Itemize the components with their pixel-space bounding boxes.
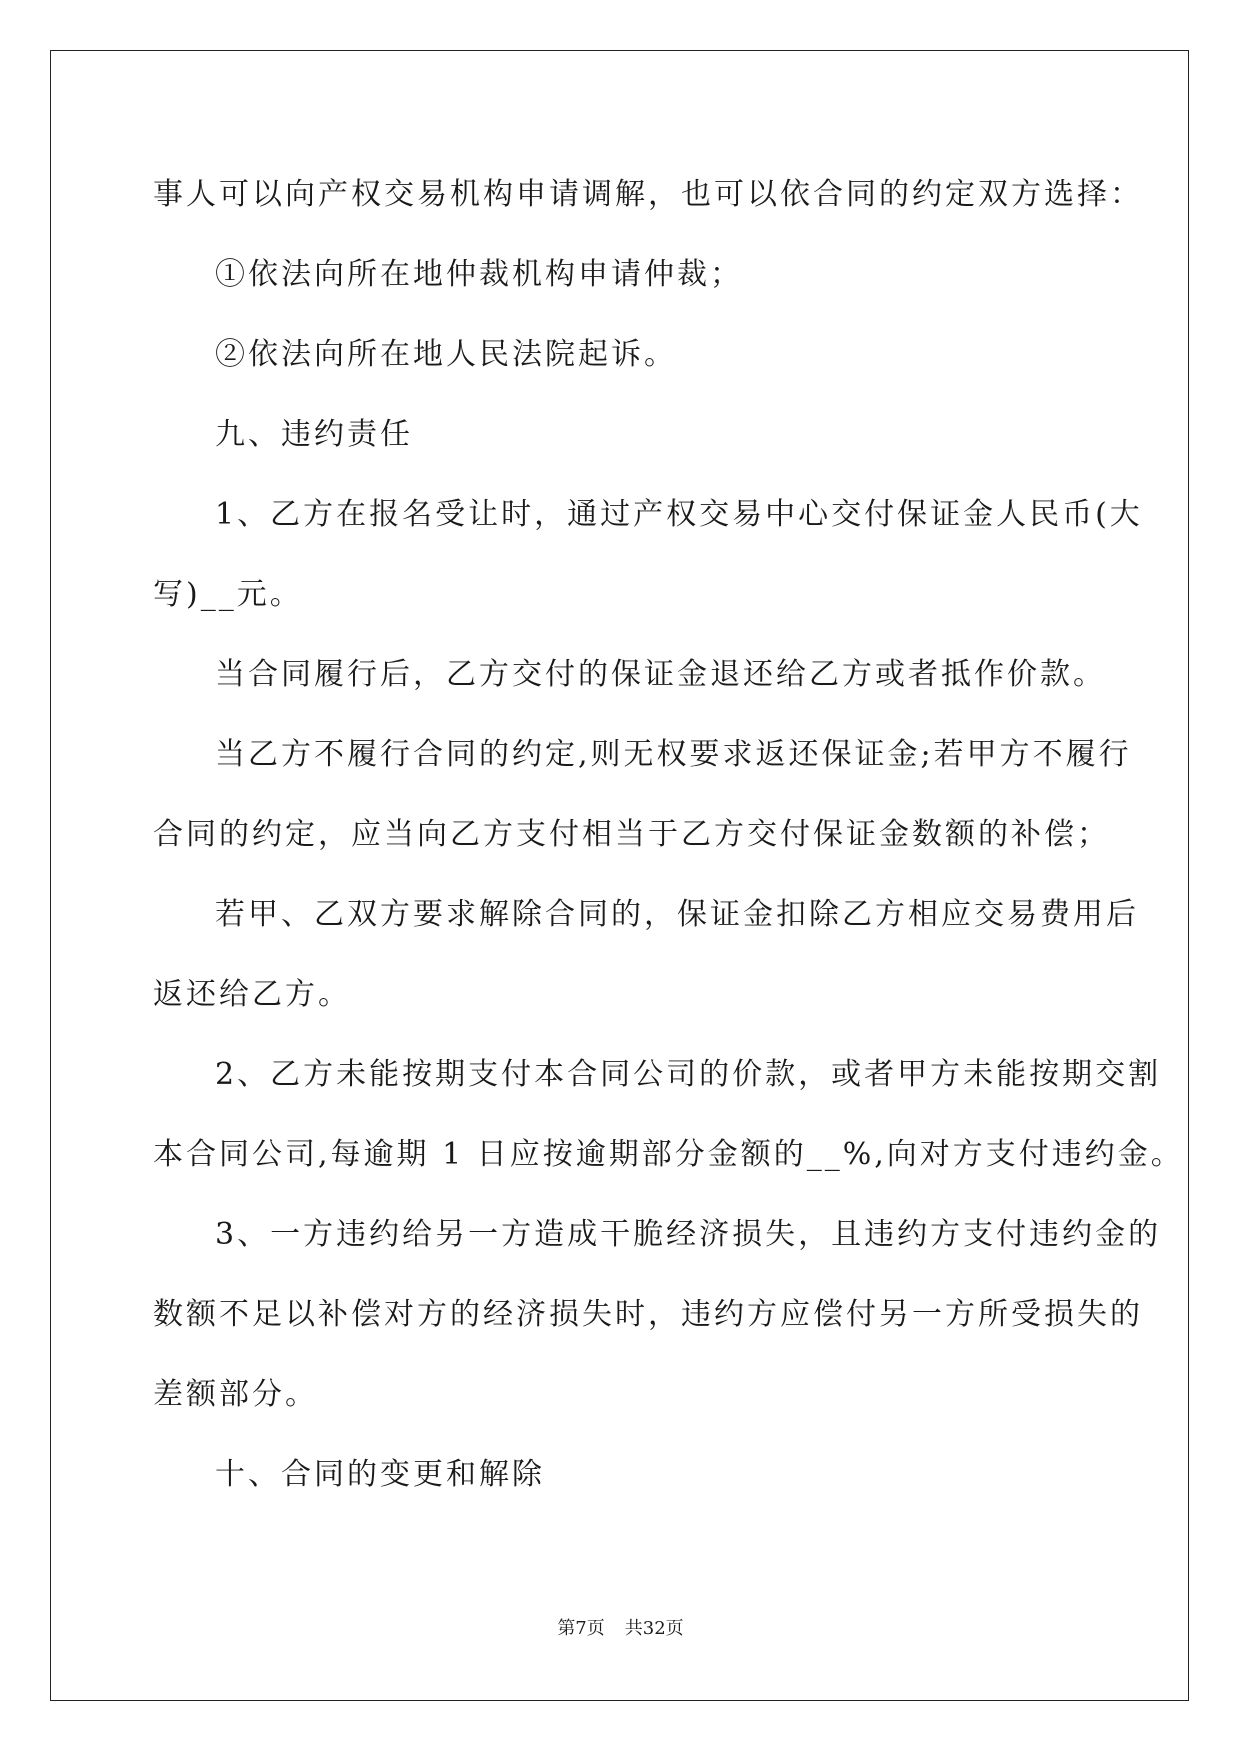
paragraph: 若甲、乙双方要求解除合同的，保证金扣除乙方相应交易费用后 — [215, 897, 1139, 932]
paragraph: 1、乙方在报名受让时，通过产权交易中心交付保证金人民币(大 — [215, 497, 1143, 532]
paragraph: 当合同履行后，乙方交付的保证金退还给乙方或者抵作价款。 — [215, 657, 1106, 692]
current-page-number: 第7页 — [557, 1618, 605, 1639]
paragraph: 写)__元。 — [153, 577, 303, 612]
paragraph: 合同的约定，应当向乙方支付相当于乙方交付保证金数额的补偿； — [153, 817, 1110, 852]
section-heading: 九、违约责任 — [215, 417, 413, 452]
total-pages: 共32页 — [624, 1618, 684, 1639]
page-footer — [0, 1617, 1241, 1641]
paragraph: 3、一方违约给另一方造成干脆经济损失，且违约方支付违约金的 — [215, 1217, 1162, 1252]
paragraph: 差额部分。 — [153, 1377, 318, 1412]
paragraph: 当乙方不履行合同的约定,则无权要求返还保证金;若甲方不履行 — [215, 737, 1132, 772]
document-body — [153, 155, 1184, 1515]
paragraph: 本合同公司,每逾期 1 日应按逾期部分金额的__%,向对方支付违约金。 — [153, 1137, 1184, 1172]
paragraph: 数额不足以补偿对方的经济损失时，违约方应偿付另一方所受损失的 — [153, 1297, 1143, 1332]
paragraph: 返还给乙方。 — [153, 977, 351, 1012]
paragraph: ①依法向所在地仲裁机构申请仲裁； — [215, 257, 743, 292]
paragraph: 2、乙方未能按期支付本合同公司的价款，或者甲方未能按期交割 — [215, 1057, 1162, 1092]
section-heading: 十、合同的变更和解除 — [215, 1457, 545, 1492]
paragraph: ②依法向所在地人民法院起诉。 — [215, 337, 677, 372]
paragraph: 事人可以向产权交易机构申请调解，也可以依合同的约定双方选择： — [153, 177, 1143, 212]
